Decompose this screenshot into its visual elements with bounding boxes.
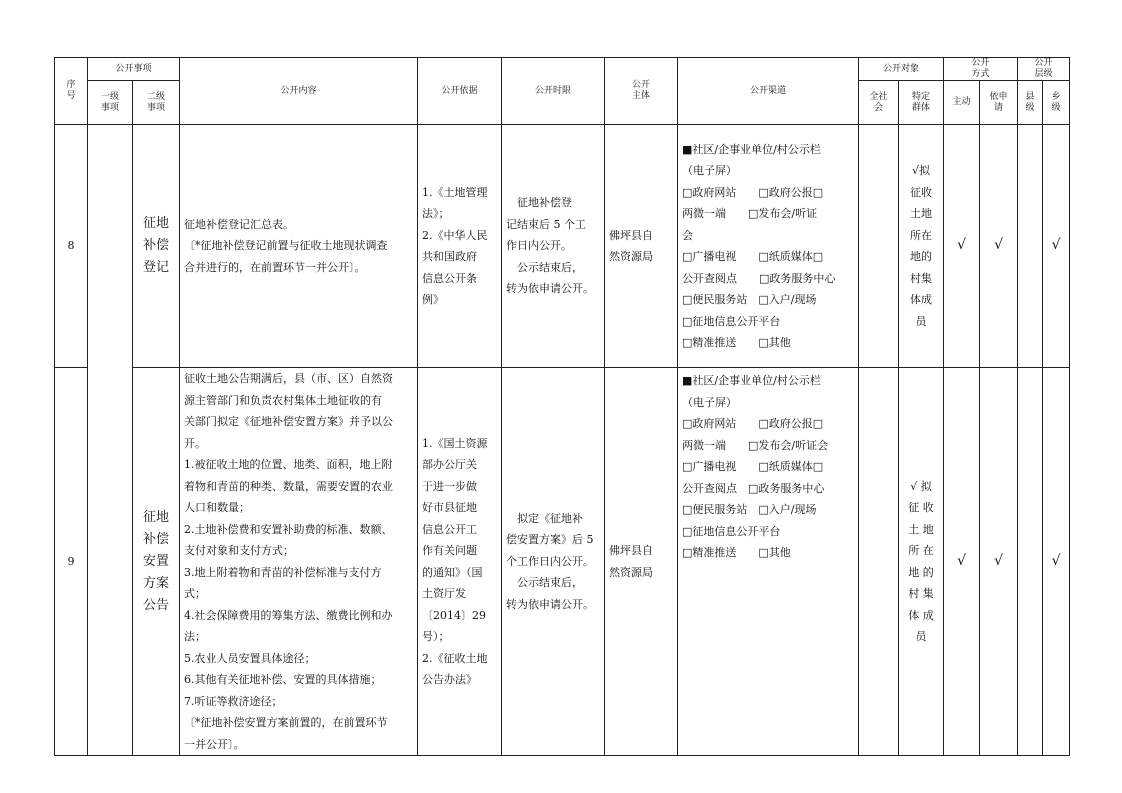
content-line: 6.其他有关征地补偿、安置的具体措施； <box>184 673 382 686</box>
row-level1-cell <box>88 125 133 756</box>
channel-line: 两微一端 □发布会/听证 <box>682 207 818 220</box>
basis-line: 的通知》（国 <box>422 565 483 579</box>
content-line: 源主管部门和负责农村集体土地征收的有 <box>184 393 383 407</box>
specific-line: 征收 <box>910 185 933 199</box>
disclosure-table <box>54 57 1070 756</box>
channel-line: □政府网站 □政府公报□ <box>682 417 824 430</box>
specific-line: 员 <box>915 314 927 328</box>
content-line: 法； <box>184 630 207 643</box>
deadline-line: 转为依申请公开。 <box>506 597 595 611</box>
channel-line: □广播电视 □纸质媒体□ <box>682 250 824 263</box>
row-subject <box>605 125 678 368</box>
basis-line: 公告办法》 <box>422 673 478 686</box>
header-specific-group-text: 特定群体 <box>912 91 931 113</box>
header-all-society-text: 全社会 <box>869 91 888 113</box>
basis-line: 1.《土地管理 <box>422 185 488 199</box>
header-level2-text: 二级事项 <box>146 91 165 113</box>
content-line: 4.社会保障费用的筹集方法、缴费比例和办 <box>184 608 393 622</box>
basis-line: 号）； <box>422 630 450 643</box>
header-active: 主动 <box>944 81 980 125</box>
header-method <box>944 58 1018 81</box>
basis-line: 信息公开工 <box>422 522 478 536</box>
specific-line: 土地 <box>910 207 933 220</box>
county-cell <box>1018 125 1043 368</box>
specific-line: 村 集 <box>908 587 934 600</box>
row-all-society <box>859 368 899 756</box>
deadline-line: 征地补偿登 <box>506 196 573 210</box>
header-township <box>1043 81 1070 125</box>
channel-line: □广播电视 □纸质媒体□ <box>682 460 824 473</box>
content-line: 〔*征地补偿安置方案前置的，在前置环节 <box>184 716 388 729</box>
header-basis: 公开依据 <box>418 58 502 125</box>
content-line: 一并公开〕。 <box>184 737 245 751</box>
channel-line: □征地信息公开平台 <box>682 314 781 328</box>
channel-line: （电子屏） <box>682 164 738 177</box>
row-all-society <box>859 125 899 368</box>
content-line: 着物和青苗的种类、数量，需要安置的农业 <box>184 479 394 493</box>
content-line: 1.被征收土地的位置、地类、面积，地上附 <box>184 458 393 471</box>
basis-line: 法》； <box>422 207 450 220</box>
specific-line: √拟 <box>912 164 931 177</box>
row-seq: 9 <box>55 368 88 756</box>
basis-line: 好市县征地 <box>422 501 478 514</box>
row-subject <box>605 368 678 756</box>
on-request-check: √ <box>980 368 1018 756</box>
row-specific-group <box>899 368 944 756</box>
header-level2 <box>133 81 180 125</box>
channel-line: ■社区/企事业单位/村公示栏 <box>682 142 821 156</box>
header-seq <box>55 58 88 125</box>
header-content: 公开内容 <box>180 58 418 125</box>
row-level2 <box>133 368 180 756</box>
header-level1 <box>88 81 133 125</box>
basis-line: 2.《征收土地 <box>422 651 488 665</box>
level2-line: 征地 <box>143 216 170 231</box>
channel-line: □征地信息公开平台 <box>682 524 781 538</box>
content-line: 人口和数量； <box>184 501 251 514</box>
level2-line: 登记 <box>143 260 170 275</box>
header-subject <box>605 58 678 125</box>
header-deadline: 公开时限 <box>502 58 605 125</box>
specific-line: 征 收 <box>908 501 934 514</box>
basis-line: 部办公厅关 <box>422 458 478 471</box>
channel-line: □精准推送 □其他 <box>682 336 791 349</box>
content-line: 2.土地补偿费和安置补助费的标准、数额、 <box>184 522 393 536</box>
basis-line: 2.《中华人民 <box>422 228 488 242</box>
header-matter: 公开事项 <box>88 58 180 81</box>
subject-line: 然资源局 <box>609 250 654 263</box>
subject-line: 佛坪县自 <box>609 544 654 557</box>
level2-line: 补偿 <box>143 531 170 547</box>
specific-line: 所 在 <box>908 544 934 557</box>
header-subject-text: 公开主体 <box>632 80 651 101</box>
basis-line: 共和国政府 <box>422 250 478 263</box>
township-check: √ <box>1043 125 1070 368</box>
basis-line: 信息公开条 <box>422 271 478 285</box>
active-check: √ <box>944 368 980 756</box>
county-cell <box>1018 368 1043 756</box>
level2-line: 征地 <box>143 509 170 525</box>
header-on-request-text: 依申请 <box>989 91 1008 113</box>
row-channel <box>678 368 859 756</box>
content-line: 合并进行的，在前置环节一并公开〕。 <box>184 260 366 274</box>
deadline-line: 公示结束后， <box>506 260 584 274</box>
header-seq-text: 序号 <box>66 80 76 101</box>
table-row <box>55 125 1070 368</box>
basis-line: 1.《国土资源 <box>422 436 488 450</box>
deadline-line: 记结束后 5 个工 <box>506 217 587 231</box>
specific-line: √ 拟 <box>910 479 932 493</box>
row-specific-group <box>899 125 944 368</box>
content-line: 5.农业人员安置具体途径； <box>184 651 316 665</box>
specific-line: 地 的 <box>908 565 934 579</box>
content-line: 3.地上附着物和青苗的补偿标准与支付方 <box>184 565 382 579</box>
level2-line: 方案 <box>143 575 170 591</box>
specific-line: 土 地 <box>908 522 934 536</box>
content-line: 征地补偿登记汇总表。 <box>184 217 295 231</box>
row-seq: 8 <box>55 125 88 368</box>
specific-line: 地的 <box>910 250 933 263</box>
channel-line: 公开查阅点 □政务服务中心 <box>682 481 825 495</box>
channel-line: 两微一端 □发布会/听证会 <box>682 438 829 452</box>
header-method-text: 公开方式 <box>971 58 990 79</box>
header-county <box>1018 81 1043 125</box>
content-line: 支付对象和支付方式； <box>184 544 295 557</box>
content-line: 〔*征地补偿登记前置与征收土地现状调查 <box>184 239 388 253</box>
channel-line: □便民服务站 □入户/现场 <box>682 503 817 516</box>
row-content <box>180 368 418 756</box>
subject-line: 佛坪县自 <box>609 228 654 242</box>
on-request-check: √ <box>980 125 1018 368</box>
specific-line: 体成 <box>910 293 933 306</box>
level2-line: 补偿 <box>143 238 170 253</box>
row-deadline <box>502 368 605 756</box>
content-line: 征收土地公告期满后，县（市、区）自然资 <box>184 372 394 385</box>
level2-line: 公告 <box>143 597 170 613</box>
township-check: √ <box>1043 368 1070 756</box>
specific-line: 村集 <box>910 271 933 285</box>
header-on-request <box>980 81 1018 125</box>
row-content <box>180 125 418 368</box>
basis-line: 例》 <box>422 293 445 306</box>
header-all-society <box>859 81 899 125</box>
header-target: 公开对象 <box>859 58 944 81</box>
row-channel <box>678 125 859 368</box>
active-check: √ <box>944 125 980 368</box>
channel-line: 公开查阅点 □政务服务中心 <box>682 271 836 285</box>
header-level1-text: 一级事项 <box>100 91 119 113</box>
channel-line: 会 <box>682 228 694 242</box>
row-level2 <box>133 125 180 368</box>
content-line: 7.听证等救济途径； <box>184 694 283 708</box>
row-deadline <box>502 125 605 368</box>
deadline-line: 作日内公开。 <box>506 239 573 253</box>
basis-line: 〔2014〕29 <box>422 608 487 622</box>
channel-line: □政府网站 □政府公报□ <box>682 185 824 199</box>
basis-line: 作有关问题 <box>422 544 478 557</box>
header-specific-group <box>899 81 944 125</box>
channel-line: ■社区/企事业单位/村公示栏 <box>682 374 821 387</box>
basis-line: 土资厅发 <box>422 587 467 600</box>
content-line: 关部门拟定《征地补偿安置方案》并予以公 <box>184 415 394 428</box>
deadline-line: 拟定《征地补 <box>506 511 584 525</box>
content-line: 式； <box>184 587 207 600</box>
header-township-text: 乡级 <box>1051 91 1061 113</box>
level2-line: 安置 <box>143 553 170 569</box>
channel-line: □精准推送 □其他 <box>682 546 791 559</box>
deadline-line: 转为依申请公开。 <box>506 282 595 296</box>
header-tier-text: 公开层级 <box>1034 58 1053 79</box>
specific-line: 员 <box>915 630 927 643</box>
channel-line: （电子屏） <box>682 395 738 409</box>
row-basis <box>418 125 502 368</box>
basis-line: 于进一步做 <box>422 479 478 493</box>
specific-line: 体 成 <box>908 608 934 622</box>
header-county-text: 县级 <box>1025 91 1035 113</box>
channel-line: □便民服务站 □入户/现场 <box>682 293 817 306</box>
subject-line: 然资源局 <box>609 565 654 579</box>
header-tier <box>1018 58 1070 81</box>
header-channel: 公开渠道 <box>678 58 859 125</box>
deadline-line: 个工作日内公开。 <box>506 554 595 568</box>
table-row <box>55 368 1070 756</box>
content-line: 开。 <box>184 436 207 450</box>
specific-line: 所在 <box>910 228 933 242</box>
row-basis <box>418 368 502 756</box>
deadline-line: 偿安置方案》后 5 <box>506 533 594 547</box>
deadline-line: 公示结束后， <box>506 576 584 590</box>
